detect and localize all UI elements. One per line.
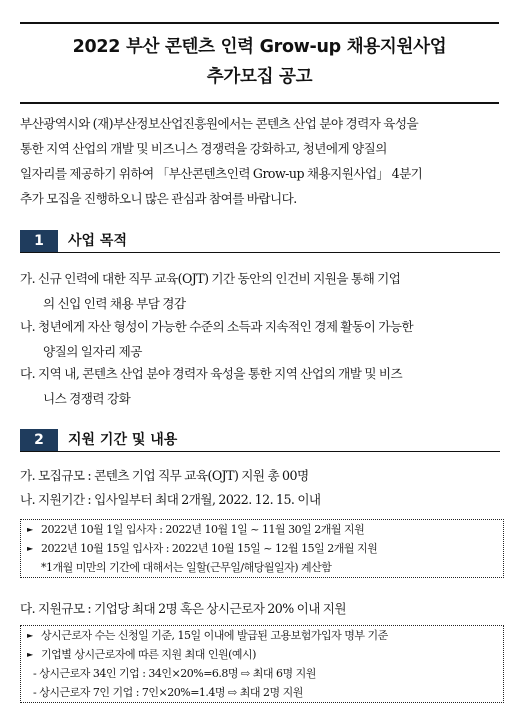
page-subtitle: 추가모집 공고 — [206, 67, 313, 87]
support-item-ga: 가. 모집규모 : 콘텐츠 기업 직무 교육(OJT) 지원 총 00명 — [20, 468, 309, 483]
item-line: 나. 청년에게 자산 형성이 가능한 수준의 소득과 지속적인 경제 활동이 가능한 — [20, 319, 414, 334]
intro-line: 통한 지역 산업의 개발 및 비즈니스 경쟁력을 강화하고, 청년에게 양질의 — [20, 141, 387, 156]
triangle-right-icon: ► — [27, 650, 33, 659]
info-row — [27, 626, 497, 645]
item-line-continued: 니스 경쟁력 강화 — [43, 391, 131, 406]
purpose-item-na — [20, 314, 505, 364]
intro-line: 부산광역시와 (재)부산정보산업진흥원에서는 콘텐츠 산업 분야 경력자 육성을 — [20, 116, 419, 131]
support-item-da: 다. 지원규모 : 기업당 최대 2명 혹은 상시근로자 20% 이내 지원 — [20, 601, 347, 616]
info-row — [27, 539, 497, 558]
purpose-item-da — [20, 361, 505, 411]
info-row-text: 상시근로자 수는 신청일 기준, 15일 이내에 발급된 고용보험가입자 명부 기준 — [41, 629, 388, 642]
info-row-text: 2022년 10월 1일 입사자 : 2022년 10월 1일 ~ 11월 30일 2개월 지원 — [41, 523, 365, 536]
info-row-text: 기업별 상시근로자에 따른 지원 최대 인원(예시) — [41, 648, 256, 661]
section-header-1 — [20, 230, 500, 253]
item-line-continued: 의 신입 인력 채용 부담 경감 — [43, 296, 186, 311]
intro-line: 추가 모집을 진행하오니 많은 관심과 참여를 바랍니다. — [20, 191, 297, 206]
item-line: 다. 지역 내, 콘텐츠 산업 분야 경력자 육성을 통한 지역 산업의 개발 및 비즈 — [20, 366, 403, 381]
item-line: 가. 신규 인력에 대한 직무 교육(OJT) 기간 동안의 인건비 지원을 통해 기업 — [20, 271, 401, 286]
example-line: - 상시근로자 7인 기업 : 7인×20%=1.4명 ⇨ 최대 2명 지원 — [33, 686, 303, 699]
intro-line: 일자리를 제공하기 위하여 「부산콘텐츠인력 Grow-up 채용지원사업」 4분기 — [20, 166, 423, 181]
title-box — [20, 22, 499, 104]
section-header-2 — [20, 429, 500, 452]
example-line: - 상시근로자 34인 기업 : 34인×20%=6.8명 ⇨ 최대 6명 지원 — [33, 667, 316, 680]
triangle-right-icon: ► — [27, 631, 33, 640]
page-title: 2022 부산 콘텐츠 인력 Grow-up 채용지원사업 — [72, 37, 447, 57]
section-title: 사업 목적 — [68, 233, 127, 249]
calculation-note: *1개월 미만의 기간에 대해서는 일할(근무일/해당월일자) 계산함 — [41, 561, 332, 574]
support-item-na: 나. 지원기간 : 입사일부터 최대 2개월, 2022. 12. 15. 이내 — [20, 492, 321, 507]
period-info-box — [20, 519, 504, 578]
section-title: 지원 기간 및 내용 — [68, 432, 178, 448]
triangle-right-icon: ► — [27, 525, 33, 534]
scale-info-box — [20, 625, 504, 703]
section-number-badge: 1 — [20, 230, 58, 252]
section-number-badge: 2 — [20, 429, 58, 451]
item-line-continued: 양질의 일자리 제공 — [43, 344, 142, 359]
info-row — [27, 520, 497, 539]
info-row — [27, 645, 497, 664]
info-row-text: 2022년 10월 15일 입사자 : 2022년 10월 15일 ~ 12월 15일 2개월 지원 — [41, 542, 378, 555]
purpose-item-ga — [20, 266, 505, 316]
triangle-right-icon: ► — [27, 544, 33, 553]
intro-paragraph — [20, 111, 502, 211]
